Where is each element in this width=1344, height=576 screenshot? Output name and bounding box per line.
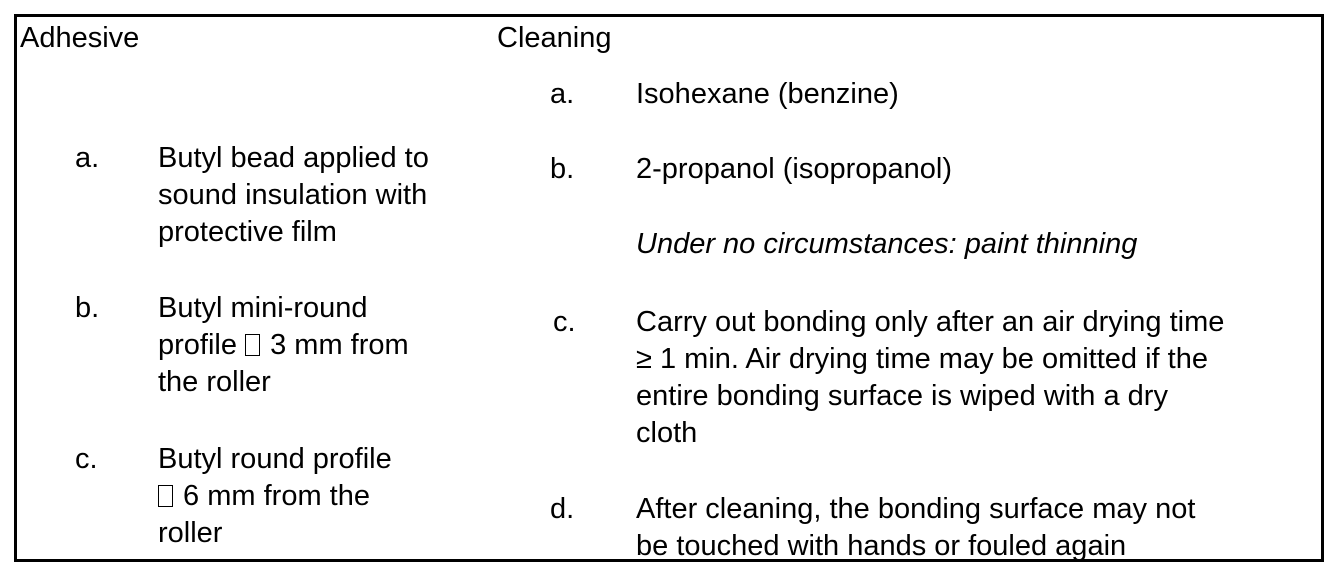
missing-glyph-box-icon — [158, 485, 173, 507]
adhesive-heading: Adhesive — [20, 22, 140, 54]
adhesive-item-c-letter: c. — [75, 443, 98, 475]
adhesive-item-a-line-3: protective film — [158, 216, 337, 248]
cleaning-item-c-line-2: ≥ 1 min. Air drying time may be omitted if the — [636, 343, 1208, 375]
adhesive-item-a-line-1: Butyl bead applied to — [158, 142, 429, 174]
missing-glyph-box-icon — [245, 334, 260, 356]
cleaning-item-b-letter: b. — [550, 153, 575, 185]
adhesive-item-a-letter: a. — [75, 142, 100, 174]
adhesive-item-c-line-3: roller — [158, 517, 223, 549]
adhesive-item-b-line-2-prefix: profile — [158, 329, 237, 361]
cleaning-item-c-line-4: cloth — [636, 417, 698, 449]
cleaning-item-d-line-1: After cleaning, the bonding surface may not — [636, 493, 1196, 525]
adhesive-item-b-line-2-rest: 3 mm from — [262, 329, 409, 361]
adhesive-item-b-letter: b. — [75, 292, 100, 324]
cleaning-warning-note: Under no circumstances: paint thinning — [636, 228, 1138, 260]
adhesive-item-c-line-2-rest: 6 mm from the — [175, 480, 370, 512]
cleaning-item-c-letter: c. — [553, 306, 576, 338]
adhesive-item-c-line-2 — [158, 478, 370, 515]
adhesive-item-a-line-2: sound insulation with — [158, 179, 428, 211]
adhesive-item-b-line-2 — [158, 327, 409, 364]
cleaning-item-b-line-1: 2-propanol (isopropanol) — [636, 153, 952, 185]
cleaning-item-d-letter: d. — [550, 493, 575, 525]
cleaning-item-d-line-2: be touched with hands or fouled again — [636, 530, 1127, 562]
cleaning-item-a-letter: a. — [550, 78, 575, 110]
cleaning-heading: Cleaning — [497, 22, 612, 54]
adhesive-item-b-line-1: Butyl mini-round — [158, 292, 368, 324]
cleaning-item-a-line-1: Isohexane (benzine) — [636, 78, 899, 110]
cleaning-item-c-line-1: Carry out bonding only after an air drying time — [636, 306, 1225, 338]
adhesive-item-b-line-3: the roller — [158, 366, 271, 398]
adhesive-item-c-line-1: Butyl round profile — [158, 443, 392, 475]
cleaning-item-c-line-3: entire bonding surface is wiped with a dry — [636, 380, 1168, 412]
